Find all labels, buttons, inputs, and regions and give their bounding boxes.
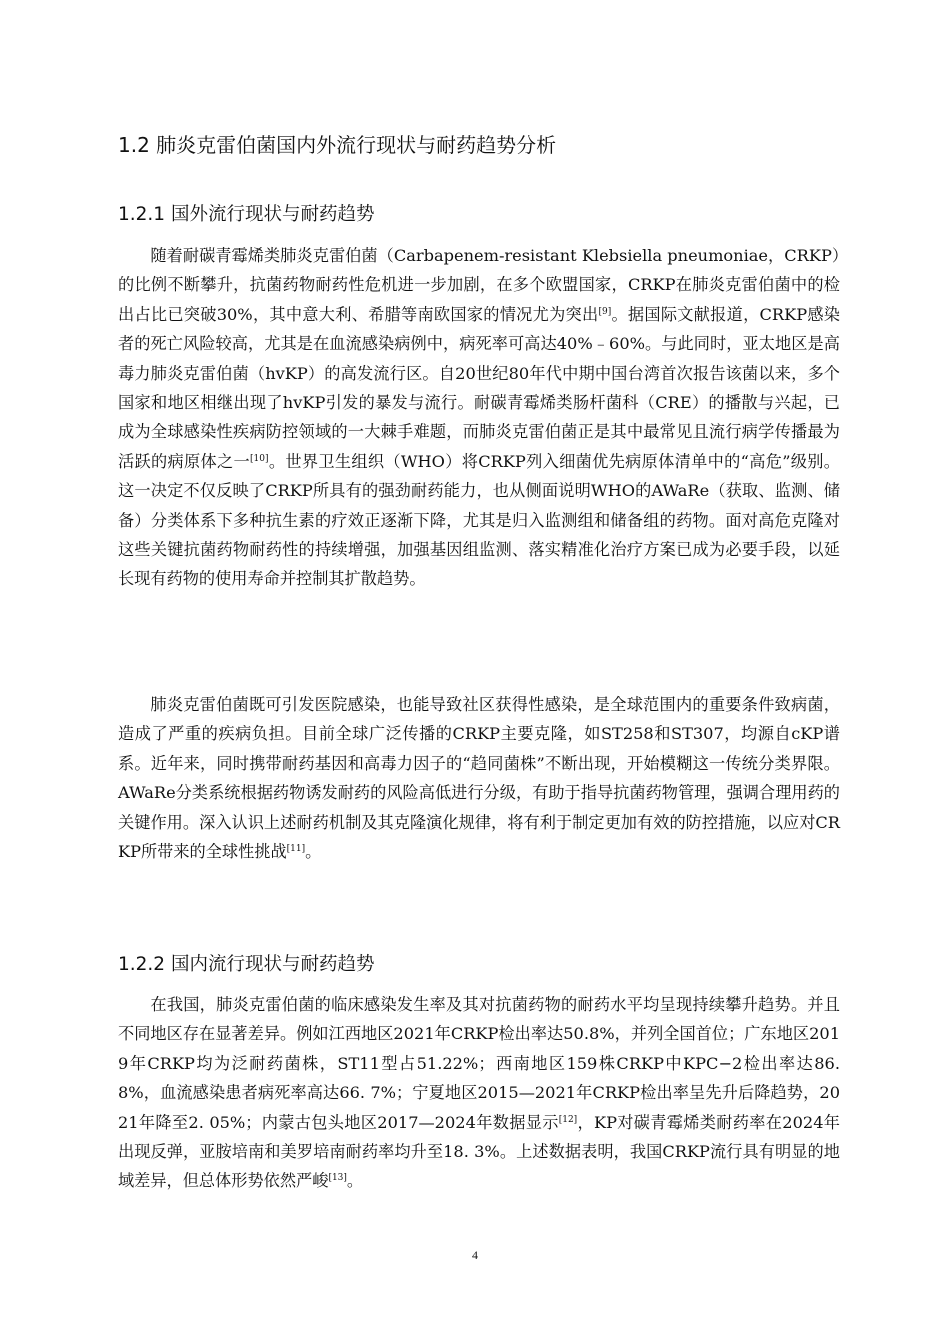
paragraph-text: 。: [346, 1171, 364, 1191]
subsection-heading-domestic: 1.2.2 国内流行现状与耐药趋势: [118, 954, 375, 975]
paragraph-foreign-trends: [118, 241, 840, 594]
citation: [9]: [598, 306, 612, 317]
paragraph-clonal-evolution: [118, 690, 840, 866]
subsection-heading-foreign: 1.2.1 国外流行现状与耐药趋势: [118, 204, 375, 225]
paragraph-text: 。: [305, 842, 322, 862]
paragraph-text: 肺炎克雷伯菌既可引发医院感染，也能导致社区获得性感染，是全球范围内的重要条件致病菌，造成了严重的疾病负担。目前全球广泛传播的CRKP主要克隆，如ST258和ST307，均源自cKP谱系。近年来，同时携带耐药基因和高毒力因子的“趋同菌株”不断出现，开始模糊这一传统分类界限。AWaRe分类系统根据药物诱发耐药的风险高低进行分级，有助于指导抗菌药物管理，强调合理用药的关键作用。深入认识上述耐药机制及其克隆演化规律，将有利于制定更加有效的防控措施，以应对CRKP所带来的全球性挑战: [118, 695, 840, 862]
paragraph-text: 。世界卫生组织（WHO）将CRKP列入细菌优先病原体清单中的“高危”级别。这一决定不仅反映了CRKP所具有的强劲耐药能力，也从侧面说明WHO的AWaRe（获取、监测、储备）分类体系下多种抗生素的疗效正逐渐下降，尤其是归入监测组和储备组的药物。面对高危克隆对这些关键抗菌药物耐药性的持续增强，加强基因组监测、落实精准化治疗方案已成为必要手段，以延长现有药物的使用寿命并控制其扩散趋势。: [118, 451, 840, 589]
paragraph-domestic-trends: [118, 990, 840, 1196]
paragraph-text: 随着耐碳青霉烯类肺炎克雷伯菌（Carbapenem-resistant Klebsiella pneumoniae，CRKP）的比例不断攀升，抗菌药物耐药性危机进一步加剧，在多个欧盟国家，CRKP在肺炎克雷伯菌中的检出占比已突破30%，其中意大利、希腊等南欧国家的情况尤为突出: [118, 246, 840, 324]
citation: [13]: [328, 1173, 347, 1184]
section-heading: 1.2 肺炎克雷伯菌国内外流行现状与耐药趋势分析: [118, 133, 557, 157]
citation: [10]: [250, 453, 269, 464]
paragraph-text: ，KP对碳青霉烯类耐药率在2024年出现反弹，亚胺培南和美罗培南耐药率均升至18. 3%。上述数据表明，我国CRKP流行具有明显的地域差异，但总体形势依然严峻: [118, 1112, 840, 1191]
paragraph-text: 。据国际文献报道，CRKP感染者的死亡风险较高，尤其是在血流感染病例中，病死率可高达40%﹣60%。与此同时，亚太地区是高毒力肺炎克雷伯菌（hvKP）的高发流行区。自20世纪80年代中期中国台湾首次报告该菌以来，多个国家和地区相继出现了hvKP引发的暴发与流行。耐碳青霉烯类肠杆菌科（CRE）的播散与兴起，已成为全球感染性疾病防控领域的一大棘手难题，而肺炎克雷伯菌正是其中最常见且流行病学传播最为活跃的病原体之一: [118, 304, 840, 471]
paragraph-text: 在我国，肺炎克雷伯菌的临床感染发生率及其对抗菌药物的耐药水平均呈现持续攀升趋势。并且不同地区存在显著差异。例如江西地区2021年CRKP检出率达50.8%，并列全国首位；广东地区2019年CRKP均为泛耐药菌株，ST11型占51.22%；西南地区159株CRKP中KPC−2检出率达86. 8%，血流感染患者病死率高达66. 7%；宁夏地区2015—2021年CRKP检出率呈先升后降趋势，2021年降至2. 05%；内蒙古包头地区2017—2024年数据显示: [118, 995, 840, 1132]
citation: [12]: [558, 1114, 578, 1125]
page-number: 4: [472, 1248, 478, 1262]
citation: [11]: [286, 844, 306, 855]
